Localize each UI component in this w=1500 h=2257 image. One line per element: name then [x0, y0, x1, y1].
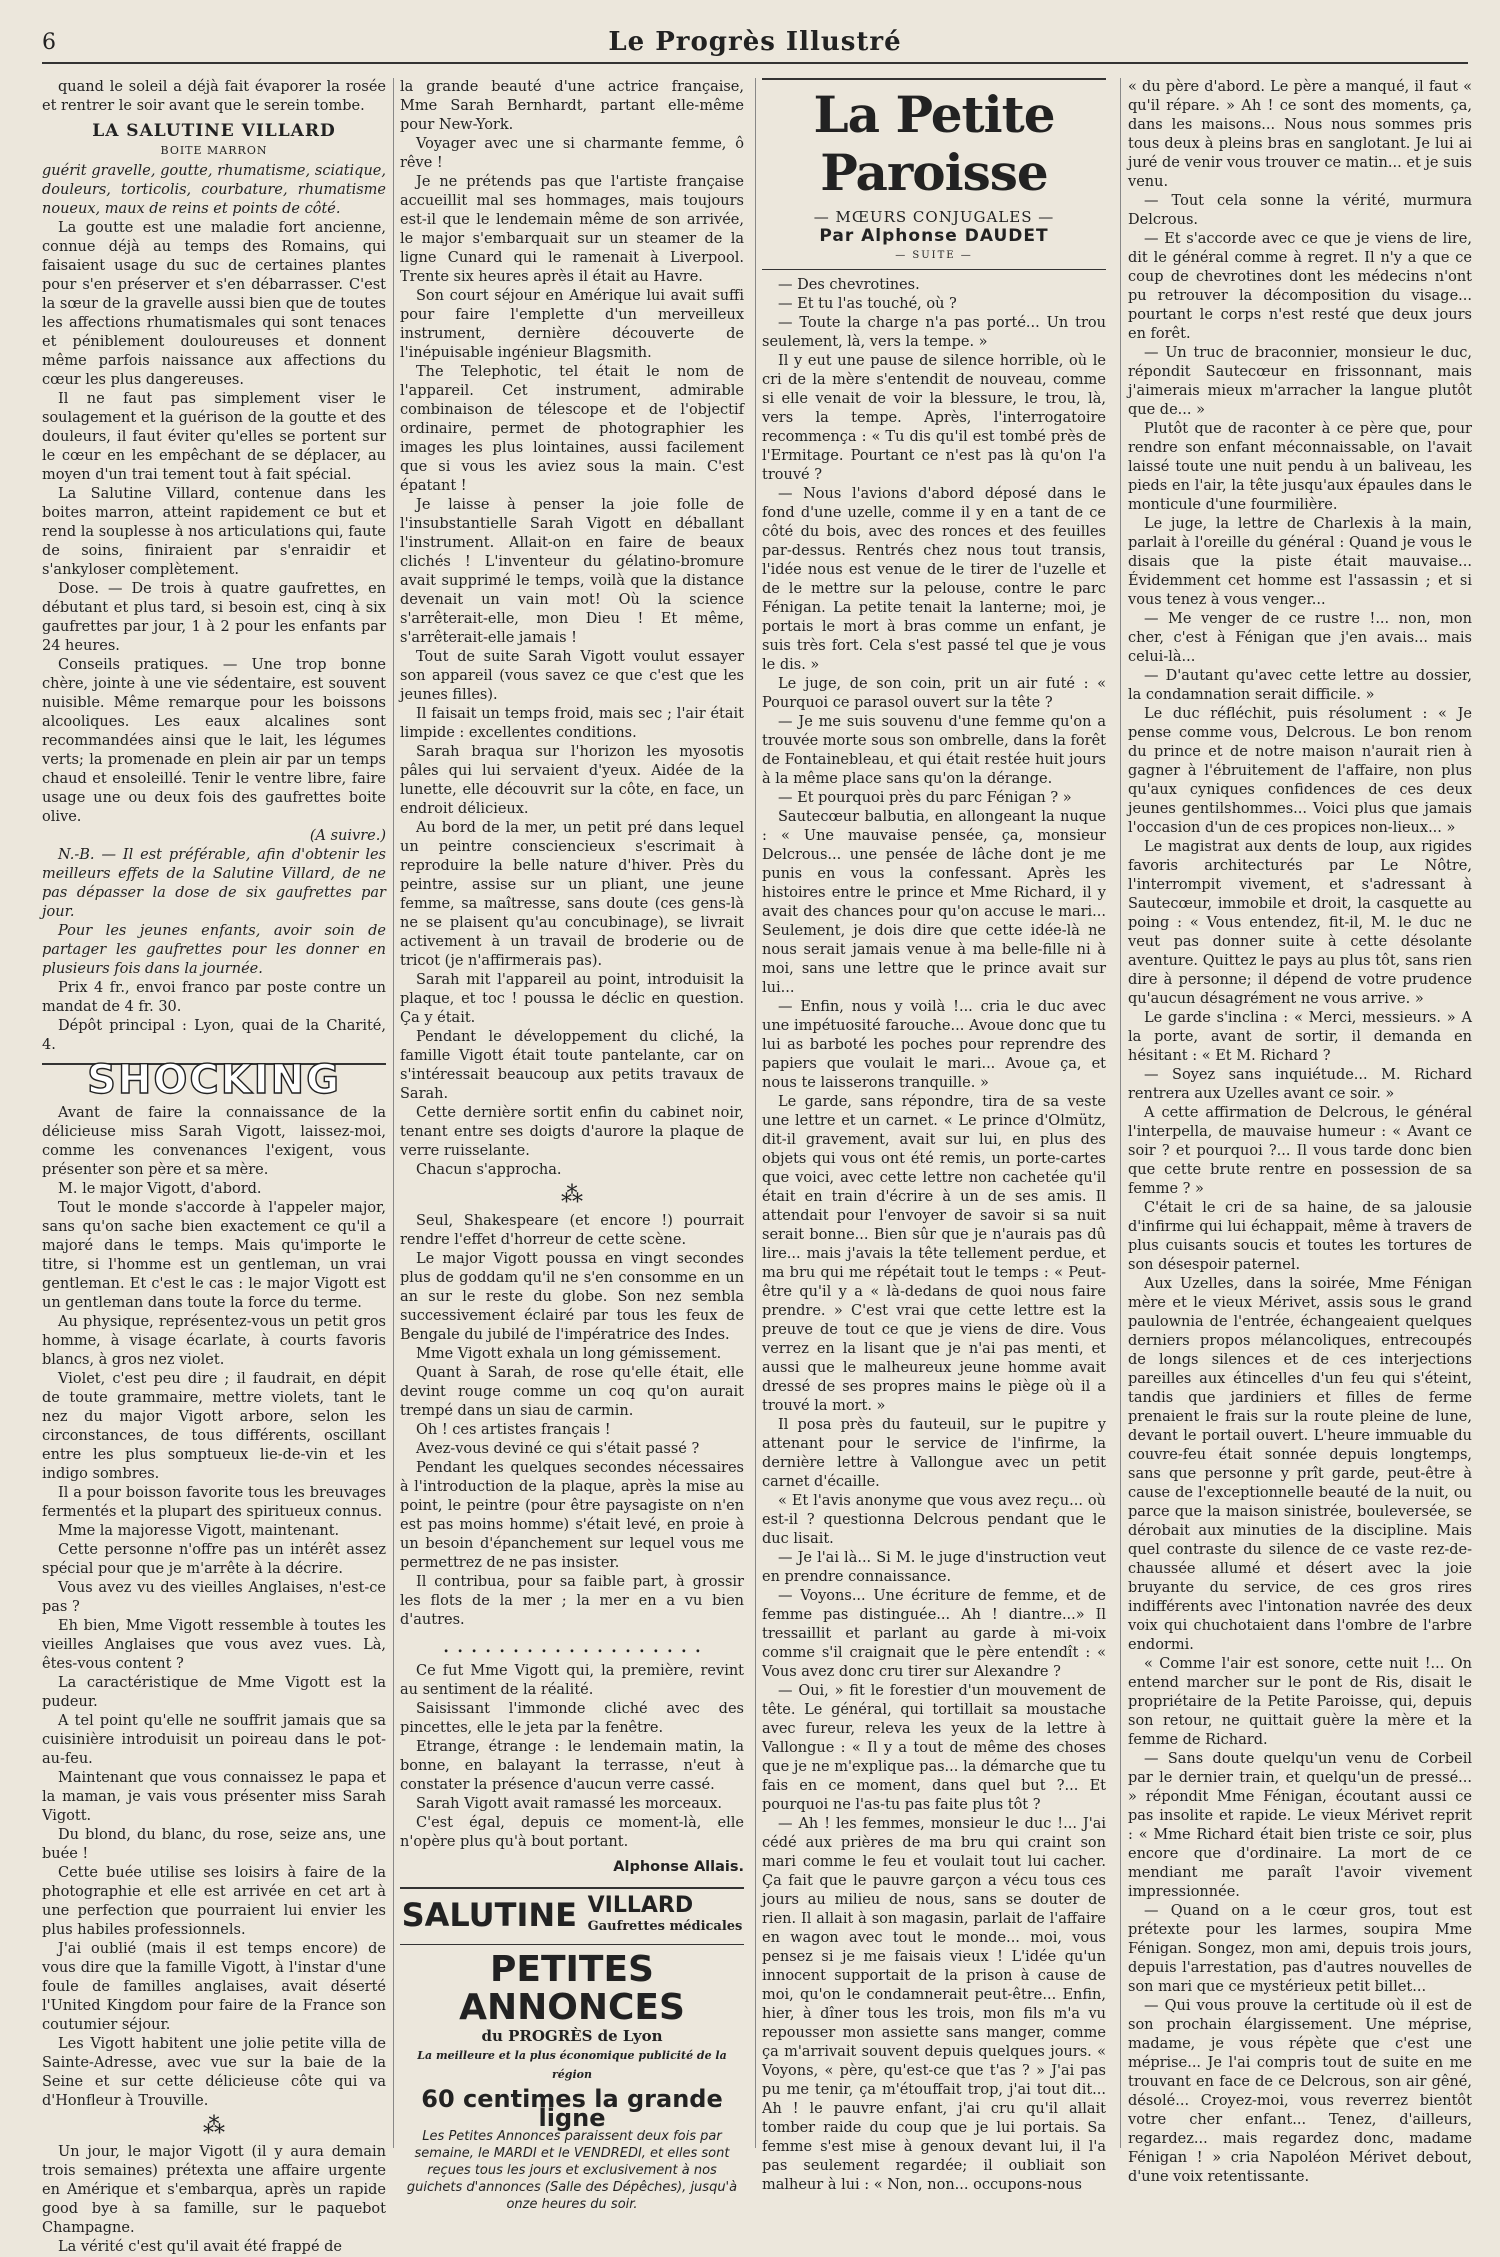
article-paragraph: Le magistrat aux dents de loup, aux rigides favoris architecturés par Le Nôtre, l'interrompit vivement, et s'adressant à Sautecœur, immobile et droit, la casquette au poing : « Vous entendez, fit-il, M. le duc ne veut pas donner suite à cette désolante aventure. Quittez le pays au plus tôt, sans rien dire à personne; il dépend de votre prudence qu'aucun désagrément ne vous arrive. »	[1128, 839, 1472, 1007]
article-paragraph: Le garde s'inclina : « Merci, messieurs. » A la porte, avant de sortir, il demanda en hésitant : « Et M. Richard ?	[1128, 1010, 1472, 1064]
petites-annonces-price: 60 centimes la grande ligne	[421, 2085, 723, 2132]
article-paragraph: Son court séjour en Amérique lui avait suffi pour faire l'emplette d'un merveilleux instrument, dernière découverte de l'inépuisable ingénieur Blagsmith.	[400, 288, 744, 361]
article-paragraph: Oh ! ces artistes français !	[416, 1422, 611, 1438]
column-rule	[1120, 78, 1121, 2148]
article-paragraph: C'était le cri de sa haine, de sa jalousie d'infirme qui lui échappait, même à travers de plus cuisants soucis et toutes les tortures de son désespoir paternel.	[1128, 1200, 1472, 1273]
article-paragraph: Du blond, du blanc, du rose, seize ans, une buée !	[42, 1827, 386, 1862]
dot-separator: . . . . . . . . . . . . . . . . . . .	[442, 1633, 702, 1658]
column-2	[400, 78, 744, 2212]
article-paragraph: Le garde, sans répondre, tira de sa veste une lettre et un carnet. « Le prince d'Olmütz, dit-il gravement, avait sur lui, en plus des objets qui vous ont été remis, un porte-cartes que voici, avec cette lettre non cachetée qu'il était en train d'écrire à un de ses amis. Il attendait pour l'envoyer de savoir si sa nuit serait bonne... Bien sûr que je n'aurais pas dû lire... mais j'avais la tête tellement perdue, et ma bru qui me répétait tout le temps : « Peut-être qu'il y a « là-dedans de quoi nous faire prendre. » C'est vrai que cette lettre est la preuve de tout ce que je viens de dire. Vous verrez en la lisant que je n'ai pas menti, et aussi que le malheureux jeune homme avait dressé de ses propres mains le piège où il a trouvé la mort. »	[762, 1094, 1106, 1414]
petites-annonces-subtitle: du PROGRÈS de Lyon	[481, 2027, 663, 2045]
article-paragraph: — Quand on a le cœur gros, tout est prétexte pour les larmes, soupira Mme Fénigan. Songez, mon ami, depuis trois jours, depuis l'arrestation, pas d'autres nouvelles de son mari que ce mystérieux petit billet...	[1128, 1903, 1472, 1995]
ad-paragraph: Conseils pratiques. — Une trop bonne chère, jointe à une vie sédentaire, est souvent nuisible. Même remarque pour les boissons alcooliques. Les eaux alcalines sont recommandées ainsi que le lait, les légumes verts; la promenade en plein air par un temps chaud et ensoleillé. Tenir le ventre libre, faire usage une ou deux fois des gaufrettes boite olive.	[42, 657, 386, 825]
villard-wordmark: VILLARD	[587, 1893, 694, 1918]
salutine-ad-title: LA SALUTINE VILLARD	[92, 121, 336, 141]
article-paragraph: Avez-vous deviné ce qui s'était passé ?	[416, 1441, 700, 1457]
article-paragraph: Je laisse à penser la joie folle de l'insubstantielle Sarah Vigott en déballant l'instrument. Allait-on en faire de beaux clichés ! L'inventeur du gélatino-bromure avait supprimé le temps, voilà que la distance devenait un vain mot! Où la science s'arrêterait-elle, mon Dieu ! Et même, s'arrêterait-elle jamais !	[400, 497, 744, 646]
article-paragraph: Au bord de la mer, un petit pré dans lequel un peintre consciencieux s'escrimait à reproduire la belle nature d'hiver. Près du peintre, assise sur un pliant, une jeune femme, sa maîtresse, sans doute (ces gens-là ne se plaisent qu'au concubinage), se livrait activement à un travail de broderie ou de tricot (je n'affirmerais pas).	[400, 820, 744, 969]
author-signature: Alphonse Allais.	[613, 1859, 744, 1875]
article-paragraph: Cette personne n'offre pas un intérêt assez spécial pour que je m'arrête à la décrire.	[42, 1542, 386, 1577]
article-paragraph: « Et l'avis anonyme que vous avez reçu... où est-il ? questionna Delcrous pendant que le duc lisait.	[762, 1493, 1106, 1547]
article-paragraph: Les Vigott habitent une jolie petite villa de Sainte-Adresse, avec vue sur la baie de la Seine et sur cette délicieuse côte qui va d'Honfleur à Trouville.	[42, 2036, 386, 2109]
article-paragraph: — Ah ! les femmes, monsieur le duc !... J'ai cédé aux prières de ma bru qui craint son mari comme le feu et voulait tout lui cacher. Ça fait que le pauvre garçon a vécu tous ces jours au milieu de nous, sans se douter de rien. Il allait à son magasin, parlait de l'affaire en wagon avec tout le monde... moi, vous pensez si je me faisais vieux ! L'idée qu'un innocent supportait de la prison à cause de moi, qu'on le condamnerait peut-être... Enfin, hier, à dîner tous les trois, mon fils m'a vu repousser mon assiette sans manger, comme ça m'arrivait souvent depuis quelques jours. « Voyons, « père, qu'est-ce que t'as ? » J'ai pas pu me tenir, ça m'étouffait trop, j'ai tout dit... Ah ! le pauvre enfant, j'ai cru qu'il allait tomber raide du coup que je lui portais. Sa femme s'est mise à genoux devant lui, il l'a pas seulement regardée; il oubliait son malheur à lui : « Non, non... occupons-nous	[762, 1816, 1106, 2193]
serial-title: La Petite Paroisse	[813, 85, 1055, 202]
article-paragraph: Pendant le développement du cliché, la famille Vigott était toute pantelante, car on s'intéressait beaucoup aux petits travaux de Sarah.	[400, 1029, 744, 1102]
article-paragraph: Je ne prétends pas que l'artiste française accueillit mal ses hommages, mais toujours est-il que le lendemain même de son arrivée, le major s'embarquait sur un steamer de la ligne Cunard qui le ramenait à Liverpool. Trente six heures après il était au Havre.	[400, 174, 744, 285]
journal-title: Le Progrès Illustré	[608, 27, 902, 57]
article-paragraph: Il faisait un temps froid, mais sec ; l'air était limpide : excellentes conditions.	[400, 706, 744, 741]
article-paragraph: — Nous l'avions d'abord déposé dans le fond d'une uzelle, comme il y en a tant de ce côté du bois, avec des ronces et des feuilles par-dessus. Rentrés chez nous tout transis, l'idée nous est venue de le tirer de l'uzelle et de le mettre sur la pelouse, contre le parc Fénigan. La petite tenait la lanterne; moi, je portais le mort à bras comme un enfant, je suis très fort. Cela s'est passé tel que je vous le dis. »	[762, 486, 1106, 673]
article-paragraph: — Tout cela sonne la vérité, murmura Delcrous.	[1128, 193, 1472, 228]
price-note: Prix 4 fr., envoi franco par poste contre un mandat de 4 fr. 30.	[42, 980, 386, 1015]
article-paragraph: A cette affirmation de Delcrous, le général l'interpella, de mauvaise humeur : « Avant ce soir ? et pourquoi ?... Il vous tarde donc bien que cette brute rentre en possession de sa femme ? »	[1128, 1105, 1472, 1197]
petites-annonces-motto: La meilleure et la plus économique publicité de la région	[417, 2049, 727, 2081]
article-paragraph: « du père d'abord. Le père a manqué, il faut « qu'il répare. » Ah ! ce sont des moments, ça, dans les maisons... Nous nous sommes pris tous deux à pleins bras en sanglotant. Je lui ai juré de venir vous trouver ce matin... et je suis venu.	[1128, 79, 1472, 190]
article-paragraph: Tout de suite Sarah Vigott voulut essayer son appareil (vous savez ce que c'est que les jeunes filles).	[400, 649, 744, 703]
serial-masthead	[762, 78, 1106, 270]
nota-bene: N.-B. — Il est préférable, afin d'obtenir les meilleurs effets de la Salutine Villard, de ne pas dépasser la dose de six gaufrettes par jour.	[42, 847, 386, 920]
petites-annonces-description: Les Petites Annonces paraissent deux fois par semaine, le MARDI et le VENDREDI, et elles sont reçues tous les jours et exclusivement à nos guichets d'annonces (Salle des Dépêches), jusqu'à onze heures du soir.	[406, 2129, 738, 2212]
article-paragraph: Cette buée utilise ses loisirs à faire de la photographie et elle est arrivée en cet art à une perfection que pourraient lui envier les plus habiles professionnels.	[42, 1865, 386, 1938]
article-paragraph: Cette dernière sortit enfin du cabinet noir, tenant entre ses doigts d'aurore la plaque de verre ruisselante.	[400, 1105, 744, 1159]
article-paragraph: — D'autant qu'avec cette lettre au dossier, la condamnation serait difficile. »	[1128, 668, 1472, 703]
article-paragraph: — Voyons... Une écriture de femme, et de femme pas distinguée... Ah ! diantre...» Il tressaillit et parlant au garde à mi-voix comme s'il craignait que le père entendît : « Vous avez donc cru tirer sur Alexandre ?	[762, 1588, 1106, 1680]
gaufrettes-label: Gaufrettes médicales	[587, 1919, 743, 1934]
column-1	[42, 78, 386, 2255]
article-paragraph: — Me venger de ce rustre !... non, mon cher, c'est à Fénigan que j'en avais... mais celui-là...	[1128, 611, 1472, 665]
article-paragraph: Un jour, le major Vigott (il y aura demain trois semaines) prétexta une affaire urgente en Amérique et s'embarqua, après un rapide good bye à sa famille, sur le paquebot Champagne.	[42, 2144, 386, 2236]
column-3	[762, 78, 1106, 2193]
article-paragraph: Il a pour boisson favorite tous les breuvages fermentés et la plupart des spiritueux connus.	[42, 1485, 386, 1520]
article-paragraph: Aux Uzelles, dans la soirée, Mme Fénigan mère et le vieux Mérivet, assis sous le grand paulownia de l'entrée, échangeaient quelques derniers propos mélancoliques, entrecoupés de longs silences et de ces interjections pareilles aux étincelles d'un feu qui s'éteint, tandis que jardiniers et filles de ferme prenaient le frais sur la route pleine de lune, devant le portail ouvert. L'heure immuable du couvre-feu était sonnée depuis longtemps, sans que personne y prît garde, peut-être à cause de l'exceptionnelle beauté de la nuit, ou parce que la maison sinistrée, bouleversée, se dérobait aux minuties de la discipline. Mais quel contraste du silence de ce vaste rez-de-chaussée allumé et désert avec la joie bruyante du service, de ces gros rires indifférents avec l'intonation navrée des deux voix qui chuchotaient dans l'ombre de l'arbre endormi.	[1128, 1276, 1472, 1653]
salutine-advert	[400, 1887, 744, 1936]
article-paragraph: Mme la majoresse Vigott, maintenant.	[58, 1523, 340, 1539]
article-paragraph: Sautecœur balbutia, en allongeant la nuque : « Une mauvaise pensée, ça, monsieur Delcrous... une pensée de lâche dont je me punis en vous la confessant. Après les histoires entre le prince et Mme Richard, il y avait des chances pour qu'on accuse le mari... Seulement, je dois dire que cette idée-là ne nous serait jamais venue à ma belle-fille ni à moi, sans une lettre que le prince avait sur lui...	[762, 809, 1106, 996]
column-4	[1128, 78, 1472, 2185]
article-paragraph: Au physique, représentez-vous un petit gros homme, à visage écarlate, à courts favoris blancs, à gros nez violet.	[42, 1314, 386, 1368]
article-paragraph: Plutôt que de raconter à ce père que, pour rendre son enfant méconnaissable, on l'avait laissé toute une nuit pendu à un baliveau, les pieds en l'air, la tête jusqu'aux épaules dans le monticule d'une fourmilière.	[1128, 421, 1472, 513]
article-paragraph: Mme Vigott exhala un long gémissement.	[416, 1346, 722, 1362]
article-paragraph: Sarah mit l'appareil au point, introduisit la plaque, et toc ! poussa le déclic en question. Ça y était.	[400, 972, 744, 1026]
article-paragraph: Le duc réfléchit, puis résolument : « Je pense comme vous, Delcrous. Le bon renom du prince et de notre maison n'aurait rien à gagner à l'ébruitement de l'affaire, non plus qu'aux cyniques confidences de ces deux jeunes gentilshommes... Voici plus que jamais l'occasion d'un de ces propices non-lieux... »	[1128, 706, 1472, 836]
article-paragraph: — Soyez sans inquiétude... M. Richard rentrera aux Uzelles avant ce soir. »	[1128, 1067, 1472, 1102]
petites-annonces-advert	[400, 1944, 744, 2213]
ad-paragraph: Il ne faut pas simplement viser le soulagement et la guérison de la goutte et des douleurs, il faut éviter qu'elles se portent sur le cœur en les empêchant de se déplacer, au moyen d'un trai tement tout à fait spécial.	[42, 391, 386, 483]
article-paragraph: Seul, Shakespeare (et encore !) pourrait rendre l'effet d'horreur de cette scène.	[400, 1213, 744, 1248]
asterism: ⁂	[561, 1183, 583, 1208]
article-paragraph: « Comme l'air est sonore, cette nuit !... On entend marcher sur le pont de Ris, disait le propriétaire de la Petite Paroisse, qui, depuis son retour, ne quittait guère la mère et la femme de Richard.	[1128, 1656, 1472, 1748]
article-paragraph: M. le major Vigott, d'abord.	[58, 1181, 262, 1197]
article-paragraph: The Telephotic, tel était le nom de l'appareil. Cet instrument, admirable combinaison de télescope et de l'objectif ordinaire, permet de photographier les images les plus lointaines, aussi facilement que si vous les aviez sous la main. C'est épatant !	[400, 364, 744, 494]
article-paragraph: — Et tu l'as touché, où ?	[778, 296, 957, 312]
article-paragraph: — Et s'accorde avec ce que je viens de lire, dit le général comme à regret. Il n'y a que ce coup de chevrotines dont les médecins n'ont pu retrouver la décomposition du visage... pourtant le corps n'est resté que deux jours en forêt.	[1128, 231, 1472, 342]
article-paragraph: A tel point qu'elle ne souffrit jamais que sa cuisinière introduisit un poireau dans le pot-au-feu.	[42, 1713, 386, 1767]
article-paragraph: — Un truc de braconnier, monsieur le duc, répondit Sautecœur en frissonnant, mais j'aimerais mieux m'arracher la langue plutôt que de... »	[1128, 345, 1472, 418]
article-paragraph: — Oui, » fit le forestier d'un mouvement de tête. Le général, qui tortillait sa moustache avec fureur, releva les yeux de la lettre à Vallongue : « Il y a tout de même des choses que je ne m'explique pas... la démarche que tu fais en ce moment, dans quel but ?... Et pourquoi ne l'as-tu pas faite plus tôt ?	[762, 1683, 1106, 1813]
serial-author: Par Alphonse DAUDET	[819, 226, 1049, 246]
article-paragraph: Maintenant que vous connaissez le papa et la maman, je vais vous présenter miss Sarah Vigott.	[42, 1770, 386, 1824]
article-paragraph: Ce fut Mme Vigott qui, la première, revint au sentiment de la réalité.	[400, 1663, 744, 1698]
article-paragraph: — Qui vous prouve la certitude où il est de son prochain élargissement. Une méprise, madame, je vous répète que c'est une méprise... Je l'ai compris tout de suite en me trouvant en face de ce Delcrous, son air gêné, désolé... Croyez-moi, vous reverrez bientôt votre cher enfant... Tenez, d'ailleurs, regardez... mais regardez donc, madame Fénigan ! » cria Napoléon Mérivet debout, d'une voix retentissante.	[1128, 1998, 1472, 2185]
ad-paragraph: La Salutine Villard, contenue dans les boites marron, atteint rapidement ce but et rend la souplesse à nos articulations qui, faute de soins, finiraient par s'enraidir et s'ankyloser complètement.	[42, 486, 386, 578]
ad-paragraph: Dose. — De trois à quatre gaufrettes, en débutant et plus tard, si besoin est, cinq à six gaufrettes par jour, 1 à 2 pour les enfants par 24 heures.	[42, 581, 386, 654]
article-paragraph: Eh bien, Mme Vigott ressemble à toutes les vieilles Anglaises que vous avez vues. Là, êtes-vous content ?	[42, 1618, 386, 1672]
column-rule	[393, 78, 394, 2148]
article-paragraph: Sarah braqua sur l'horizon les myosotis pâles qui lui servaient d'yeux. Aidée de la lunette, elle découvrit sur la côte, en face, un endroit délicieux.	[400, 744, 744, 817]
page-number: 6	[42, 29, 56, 55]
article-paragraph: Le juge, la lettre de Charlexis à la main, parlait à l'oreille du général : Quand je vous le disais que la piste était mauvaise... Évidemment cet homme est l'assassin ; et si vous tenez à vous venger...	[1128, 516, 1472, 608]
article-paragraph: Vous avez vu des vieilles Anglaises, n'est-ce pas ?	[42, 1580, 386, 1615]
kids-note: Pour les jeunes enfants, avoir soin de partager les gaufrettes pour les donner en plusieurs fois dans la journée.	[42, 923, 386, 977]
article-paragraph: — Sans doute quelqu'un venu de Corbeil par le dernier train, et quelqu'un de pressé... » répondit Mme Fénigan, écoutant aussi ce pas insolite et rapide. Le vieux Mérivet reprit : « Mme Richard était bien triste ce soir, plus encore que d'ordinaire. La mort de ce mendiant me paraît l'avoir vivement impressionnée.	[1128, 1751, 1472, 1900]
article-paragraph: Chacun s'approcha.	[416, 1162, 562, 1178]
a-suivre: (A suivre.)	[309, 828, 386, 844]
article-paragraph: C'est égal, depuis ce moment-là, elle n'opère plus qu'à bout portant.	[400, 1815, 744, 1850]
article-paragraph: — Et pourquoi près du parc Fénigan ? »	[778, 790, 1072, 806]
article-paragraph: Avant de faire la connaissance de la délicieuse miss Sarah Vigott, laissez-moi, comme les convenances l'exigent, vous présenter son père et sa mère.	[42, 1105, 386, 1178]
depot-note: Dépôt principal : Lyon, quai de la Charité, 4.	[42, 1018, 386, 1053]
petites-annonces-title: PETITES ANNONCES	[459, 1949, 685, 2028]
article-paragraph: — Toute la charge n'a pas porté... Un trou seulement, là, vers la tempe. »	[762, 315, 1106, 350]
article-paragraph: — Je l'ai là... Si M. le juge d'instruction veut en prendre connaissance.	[762, 1550, 1106, 1585]
article-paragraph: La vérité c'est qu'il avait été frappé de	[58, 2239, 343, 2255]
article-paragraph: Il posa près du fauteuil, sur le pupitre y attenant pour le service de l'infirme, la dernière lettre à Vallongue avec un petit carnet d'écaille.	[762, 1417, 1106, 1490]
salutine-ad-subtitle: BOITE MARRON	[160, 144, 268, 157]
article-paragraph: Violet, c'est peu dire ; il faudrait, en dépit de toute grammaire, mettre violets, tant le nez du major Vigott arbore, selon les circonstances, de tous différents, oscillant entre les plus somptueux lie-de-vin et les indigo sombres.	[42, 1371, 386, 1482]
article-paragraph: La caractéristique de Mme Vigott est la pudeur.	[42, 1675, 386, 1710]
article-paragraph: Le major Vigott poussa en vingt secondes plus de goddam qu'il ne s'en consomme en un an sur le reste du globe. Son nez sembla successivement éclairé par tous les feux de Bengale du jubilé de l'impératrice des Indes.	[400, 1251, 744, 1343]
article-paragraph: J'ai oublié (mais il est temps encore) de vous dire que la famille Vigott, à l'instar d'une foule de familles anglaises, avait déserté l'United Kingdom pour faire de la France son coutumier séjour.	[42, 1941, 386, 2033]
article-paragraph: Saisissant l'immonde cliché avec des pincettes, elle le jeta par la fenêtre.	[400, 1701, 744, 1736]
column-rule	[755, 78, 756, 2148]
intro-text: quand le soleil a déjà fait évaporer la rosée et rentrer le soir avant que le serein tombe.	[42, 79, 386, 114]
article-paragraph: Sarah Vigott avait ramassé les morceaux.	[416, 1796, 722, 1812]
article-paragraph: Il y eut une pause de silence horrible, où le cri de la mère s'entendit de nouveau, comme si elle venait de voir la blessure, le trou, là, vers la tempe. Après, l'interrogatoire recommença : « Tu dis qu'il est tombé près de l'Ermitage. Pourtant ce n'est pas là qu'on l'a trouvé ?	[762, 353, 1106, 483]
article-paragraph: — Des chevrotines.	[778, 277, 920, 293]
page-header	[42, 22, 1468, 64]
serial-subtitle: — MŒURS CONJUGALES —	[813, 208, 1055, 226]
article-paragraph: — Enfin, nous y voilà !... cria le duc avec une impétuosité farouche... Avoue donc que tu lui as barboté les poches pour reprendre des papiers que voulait le mari... Avoue ça, et nous te laisserons tranquille. »	[762, 999, 1106, 1091]
ad-paragraph: guérit gravelle, goutte, rhumatisme, sciatique, douleurs, torticolis, courbature, rhumatisme noueux, maux de reins et points de côté.	[42, 163, 386, 217]
article-paragraph: Quant à Sarah, de rose qu'elle était, elle devint rouge comme un coq qu'on aurait trempé dans un siau de carmin.	[400, 1365, 744, 1419]
article-paragraph: Tout le monde s'accorde à l'appeler major, sans qu'on sache bien exactement ce qu'il a majoré dans le temps. Mais qu'importe le titre, si l'homme est un gentleman, un vrai gentleman. Et c'est le cas : le major Vigott est un gentleman dans toute la force du terme.	[42, 1200, 386, 1311]
ad-paragraph: La goutte est une maladie fort ancienne, connue déjà au temps des Romains, qui faisaient usage du suc de certaines plantes pour s'en préserver et s'en débarrasser. C'est la sœur de la gravelle aussi bien que de toutes les affections rhumatismales qui sont tenaces et péniblement douloureuses et donnent même parfois naissance aux affections du cœur les plus dangereuses.	[42, 220, 386, 388]
article-paragraph: Le juge, de son coin, prit un air futé : « Pourquoi ce parasol ouvert sur la tête ?	[762, 676, 1106, 711]
article-paragraph: la grande beauté d'une actrice française, Mme Sarah Bernhardt, partant elle-même pour New-York.	[400, 79, 744, 133]
salutine-wordmark: SALUTINE	[401, 1896, 578, 1934]
article-paragraph: Il contribua, pour sa faible part, à grossir les flots de la mer ; la mer en a vu bien d'autres.	[400, 1574, 744, 1628]
section-title-shocking: SHOCKING	[87, 1057, 341, 1103]
article-paragraph: Etrange, étrange : le lendemain matin, la bonne, en balayant la terrasse, n'eut à constater la présence d'aucun verre cassé.	[400, 1739, 744, 1793]
serial-suite: — SUITE —	[895, 250, 973, 261]
article-paragraph: Voyager avec une si charmante femme, ô rêve !	[400, 136, 744, 171]
article-paragraph: Pendant les quelques secondes nécessaires à l'introduction de la plaque, après la mise au point, le peintre (pour être paysagiste on n'en est pas moins homme) s'était levé, en proie à un besoin d'épanchement sur lequel vous me permettrez de ne pas insister.	[400, 1460, 744, 1571]
article-paragraph: — Je me suis souvenu d'une femme qu'on a trouvée morte sous son ombrelle, dans la forêt de Fontainebleau, et qui était restée huit jours à la même place sans qu'on la dérange.	[762, 714, 1106, 787]
asterism: ⁂	[203, 2114, 225, 2139]
